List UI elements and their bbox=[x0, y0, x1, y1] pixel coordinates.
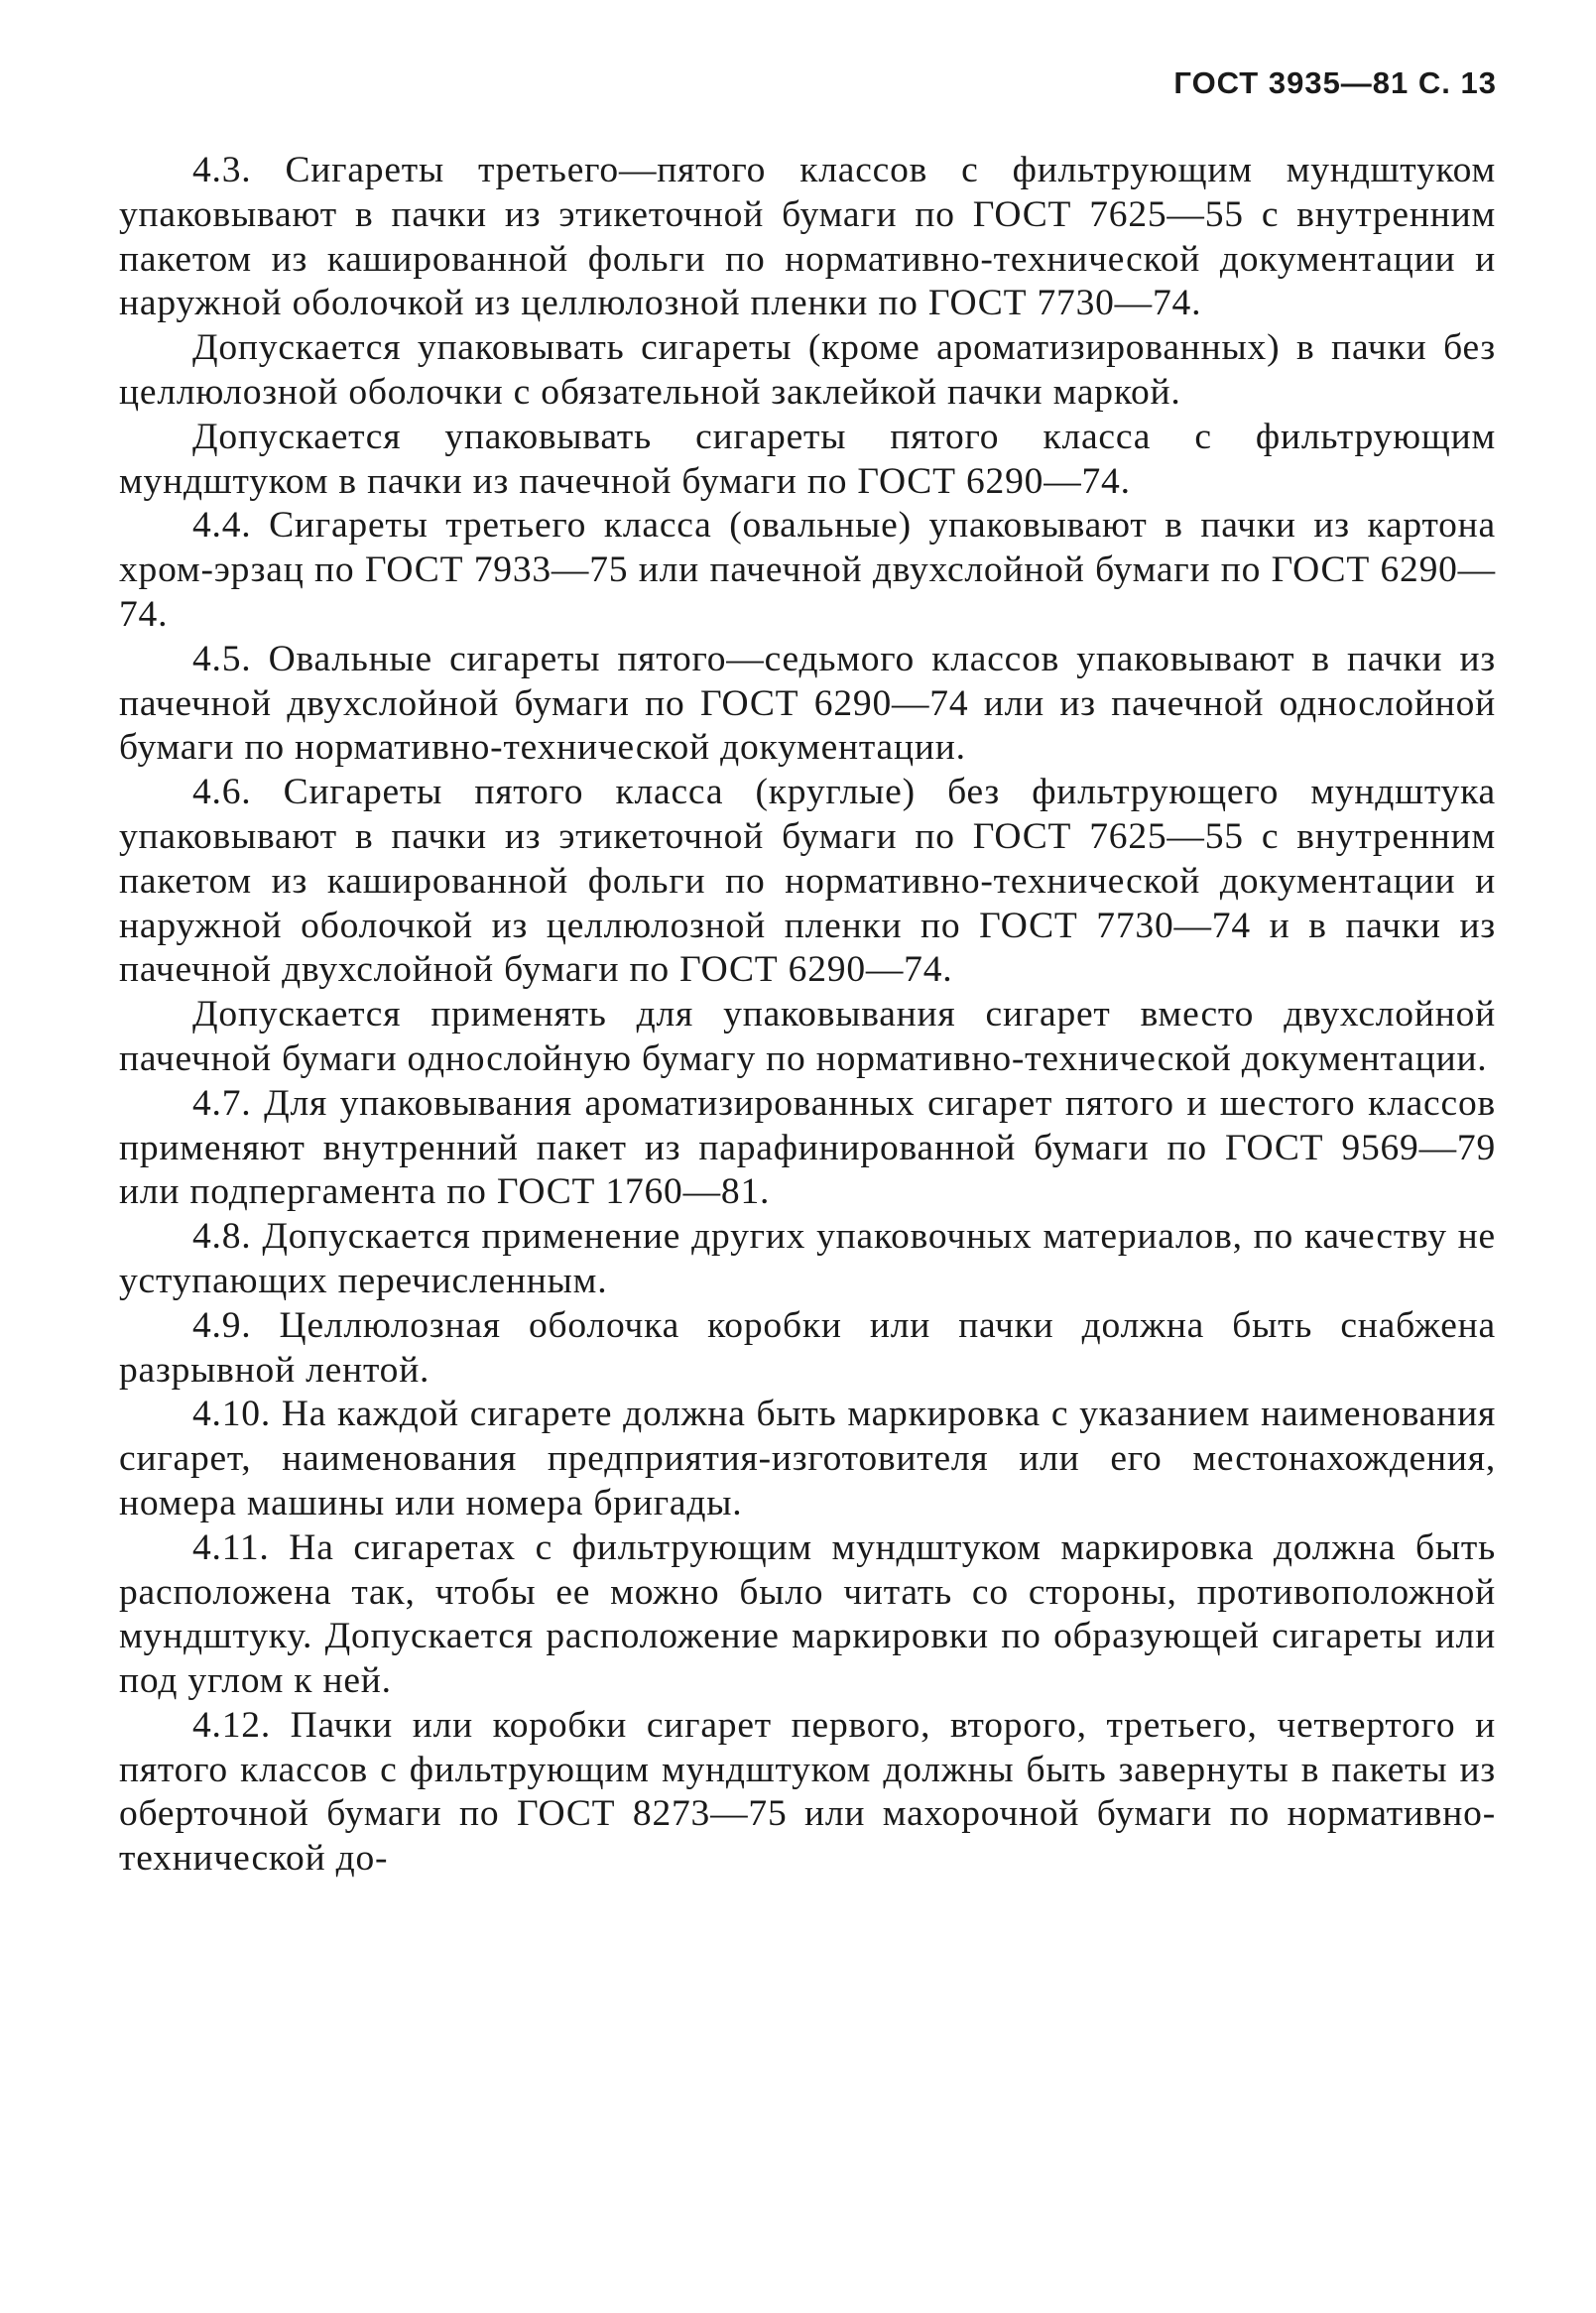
paragraph-4-3-note-2: Допускается упаковывать сигареты пятого класса с фильтрующим мундштуком в пачки из пачечной бумаги по ГОСТ 6290—74. bbox=[119, 416, 1496, 502]
paragraph-4-6-note: Допускается применять для упаковывания сигарет вместо двухслойной пачечной бумаги однослойную бумагу по нормативно-технической документации. bbox=[119, 994, 1496, 1079]
paragraph-4-7: 4.7. Для упаковывания ароматизированных сигарет пятого и шестого классов применяют внутренний пакет из парафинированной бумаги по ГОСТ 9569—79 или подпергамента по ГОСТ 1760—81. bbox=[119, 1082, 1496, 1213]
paragraph-4-6: 4.6. Сигареты пятого класса (круглые) без фильтрующего мундштука упаковывают в пачки из этикеточной бумаги по ГОСТ 7625—55 с внутренним пакетом из кашированной фольги по нормативно-технической документации и наружной оболочкой из целлюлозной пленки по ГОСТ 7730—74 и в пачки из пачечной двухслойной бумаги по ГОСТ 6290—74. bbox=[119, 772, 1496, 991]
paragraph-4-5: 4.5. Овальные сигареты пятого—седьмого классов упаковывают в пачки из пачечной двухслойной бумаги по ГОСТ 6290—74 или из пачечной однослойной бумаги по нормативно-технической документации. bbox=[119, 638, 1496, 769]
paragraph-4-11: 4.11. На сигаретах с фильтрующим мундштуком маркировка должна быть расположена так, чтобы ее можно было читать со стороны, противоположной мундштуку. Допускается расположение маркировки по образующей сигареты или под углом к ней. bbox=[119, 1526, 1496, 1702]
paragraph-4-10: 4.10. На каждой сигарете должна быть маркировка с указанием наименования сигарет, наименования предприятия-изготовителя или его местонахождения, номера машины или номера бригады. bbox=[119, 1394, 1496, 1523]
document-body bbox=[119, 149, 1496, 1882]
paragraph-4-3: 4.3. Сигареты третьего—пятого классов с фильтрующим мундштуком упаковывают в пачки из этикеточной бумаги по ГОСТ 7625—55 с внутренним пакетом из кашированной фольги по нормативно-технической документации и наружной оболочкой из целлюлозной пленки по ГОСТ 7730—74. bbox=[119, 150, 1496, 324]
paragraph-4-9: 4.9. Целлюлозная оболочка коробки или пачки должна быть снабжена разрывной лентой. bbox=[119, 1304, 1496, 1391]
page-header: ГОСТ 3935—81 С. 13 bbox=[1173, 65, 1497, 100]
paragraph-4-3-note-1: Допускается упаковывать сигареты (кроме ароматизированных) в пачки без целлюлозной оболочки с обязательной заклейкой пачки маркой. bbox=[119, 327, 1496, 413]
paragraph-4-4: 4.4. Сигареты третьего класса (овальные) упаковывают в пачки из картона хром-эрзац по ГОСТ 7933—75 или пачечной двухслойной бумаги по ГОСТ 6290—74. bbox=[119, 505, 1496, 635]
paragraph-4-12: 4.12. Пачки или коробки сигарет первого, второго, третьего, четвертого и пятого классов с фильтрующим мундштуком должны быть завернуты в пакеты из оберточной бумаги по ГОСТ 8273—75 или махорочной бумаги по нормативно-технической до- bbox=[119, 1704, 1496, 1880]
paragraph-4-8: 4.8. Допускается применение других упаковочных материалов, по качеству не уступающих перечисленным. bbox=[119, 1216, 1496, 1301]
